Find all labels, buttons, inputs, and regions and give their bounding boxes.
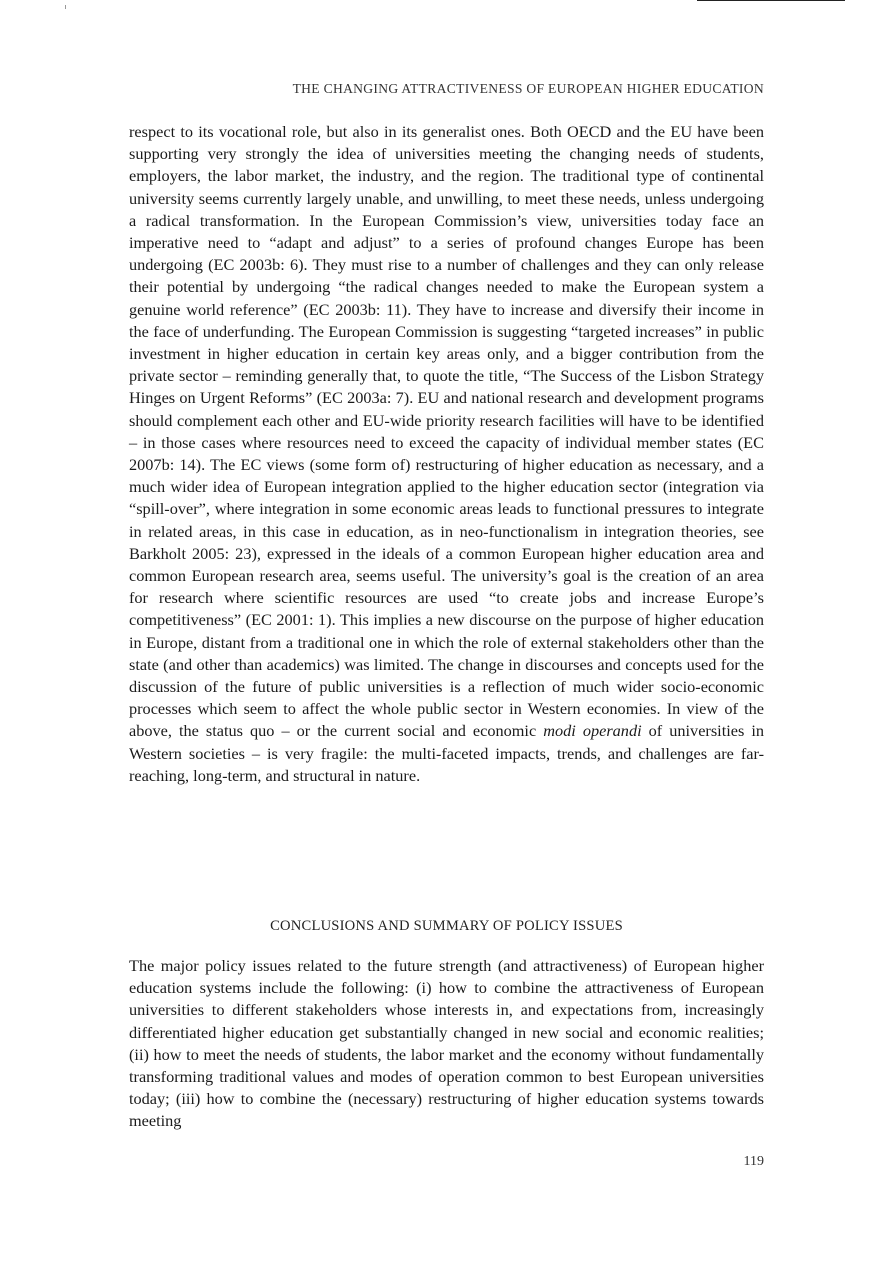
running-head: THE CHANGING ATTRACTIVENESS OF EUROPEAN HIGHER EDUCATION bbox=[292, 81, 764, 96]
paragraph-1-italic-phrase: modi operandi bbox=[543, 721, 642, 741]
paragraph-1-text-a: respect to its vocational role, but also in its generalist ones. Both OECD and the EU have been supporting very strongly the idea of universities meeting the changing needs of students, employers, the labor market, the industry, and the region. The traditional type of continental university seems currently largely unable, and unwilling, to meet these needs, unless undergoing a radical transformation. In the European Commission’s view, universities today face an imperative need to “adapt and adjust” to a series of profound changes Europe has been undergoing (EC 2003b: 6). They must rise to a number of challenges and they can only release their potential by undergoing “the radical changes needed to make the European system a genuine world reference” (EC 2003b: 11). They have to increase and diversify their income in the face of underfunding. The European Commission is suggesting “targeted increases” in public investment in higher education in certain key areas only, and a bigger contribution from the private sector – reminding generally that, to quote the title, “The Success of the Lisbon Strategy Hinges on Urgent Reforms” (EC 2003a: 7). EU and national research and development programs should complement each other and EU-wide priority research facilities will have to be identified – in those cases where resources need to exceed the capacity of individual member states (EC 2007b: 14). The EC views (some form of) restructuring of higher education as necessary, and a much wider idea of European integration applied to the higher education sector (integration via “spill-over”, where integration in some economic areas leads to functional pressures to integrate in related areas, in this case in education, as in neo-functionalism in integration theories, see Barkholt 2005: 23), expressed in the ideals of a common European higher education area and common European research area, seems useful. The university’s goal is the creation of an area for research where scientific resources are used “to create jobs and increase Europe’s competitiveness” (EC 2001: 1). This implies a new discourse on the purpose of higher education in Europe, distant from a traditional one in which the role of external stakeholders other than the state (and other than academics) was limited. The change in discourses and concepts used for the discussion of the future of public universities is a reflection of much wider socio-economic processes which seem to affect the whole public sector in Western economies. In view of the above, the status quo – or the current social and economic bbox=[129, 122, 764, 741]
body-paragraph-2 bbox=[129, 955, 764, 1133]
paragraph-2-text: The major policy issues related to the future strength (and attractiveness) of European higher education systems include the following: (i) how to combine the attractiveness of European universities to different stakeholders whose interests in, and expectations from, increasingly differentiated higher education get substantially changed in new social and economic realities; (ii) how to meet the needs of students, the labor market and the economy without fundamentally transforming traditional values and modes of operation common to best European universities today; (iii) how to combine the (necessary) restructuring of higher education systems towards meeting bbox=[129, 956, 764, 1131]
body-paragraph-1 bbox=[129, 121, 764, 787]
scan-mark bbox=[65, 5, 66, 9]
section-heading: CONCLUSIONS AND SUMMARY OF POLICY ISSUES bbox=[270, 918, 623, 934]
paragraph-1-text-b: of universities in Western societies – is very fragile: the multi-faceted impacts, trends, and challenges are far-reaching, long-term, and structural in nature. bbox=[129, 721, 765, 785]
page-number: 119 bbox=[743, 1154, 764, 1169]
top-rule bbox=[697, 0, 845, 1]
